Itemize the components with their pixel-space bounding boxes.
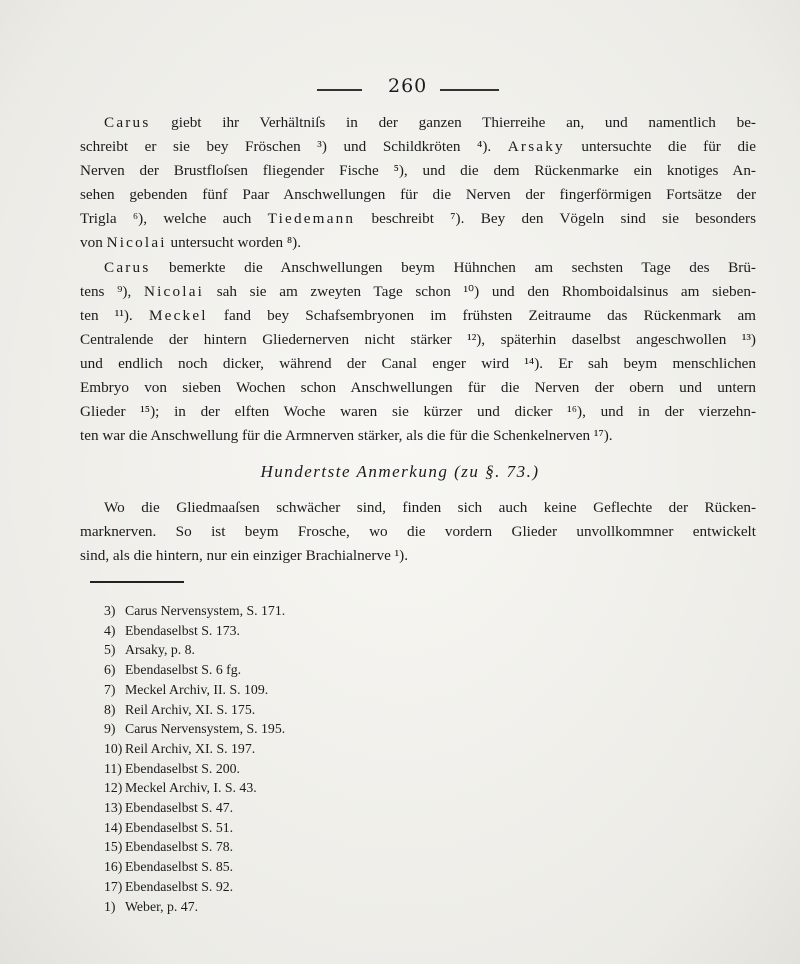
paragraph-1 bbox=[80, 111, 756, 255]
footnote-text: Ebendaselbst S. 200. bbox=[125, 760, 240, 776]
text-segment: Trigla ⁶), welche auch bbox=[80, 210, 268, 227]
text-segment: sah sie am zweyten Tage schon ¹⁰) und den Rhomboidalsinus am sieben- bbox=[204, 283, 756, 300]
footnote-item bbox=[104, 877, 285, 897]
text-segment: bemerkte die Anschwellungen beym Hühnchen am sechsten Tage des Brü- bbox=[150, 259, 756, 276]
text-segment: untersuchte die für die bbox=[564, 138, 756, 155]
footnote-item bbox=[104, 660, 285, 680]
text-segment: fand bey Schafsembryonen im frühsten Zeitraume das Rückenmark am bbox=[207, 307, 756, 324]
text-segment: schreibt er sie bey Fröschen ³) und Schildkröten ⁴). bbox=[80, 138, 492, 155]
footnote-number: 16) bbox=[104, 859, 123, 875]
footnote-number: 8) bbox=[104, 701, 116, 717]
footnote-separator bbox=[90, 581, 184, 583]
author-name: Meckel bbox=[148, 307, 208, 324]
footnote-number: 1) bbox=[104, 898, 116, 914]
footnote-item bbox=[104, 857, 285, 877]
text-line bbox=[80, 256, 756, 280]
footnote-text: Carus Nervensystem, S. 195. bbox=[125, 721, 286, 737]
footnote-item bbox=[104, 719, 285, 739]
footnote-item bbox=[104, 897, 285, 917]
text-segment: untersucht worden ⁸). bbox=[166, 234, 302, 251]
text-line: marknerven. So ist beym Frosche, wo die vordern Glieder unvollkommner entwickelt bbox=[80, 523, 756, 540]
text-line: Wo die Gliedmaaſsen schwächer sind, finden sich auch keine Geflechte der Rücken- bbox=[104, 499, 756, 516]
footnote-number: 15) bbox=[104, 839, 123, 855]
section-heading: Hundertste Anmerkung (zu §. 73.) bbox=[260, 462, 540, 481]
footnote-number: 5) bbox=[104, 642, 116, 658]
paragraph-2 bbox=[80, 256, 756, 448]
text-line bbox=[80, 280, 756, 304]
footnote-text: Ebendaselbst S. 173. bbox=[125, 622, 240, 638]
footnote-number: 3) bbox=[104, 603, 116, 618]
text-line: und endlich noch dicker, während der Canal enger wird ¹⁴). Er sah beym menschlichen bbox=[80, 355, 756, 372]
text-segment: giebt ihr Verhältniſs in der ganzen Thierreihe an, und namentlich be- bbox=[150, 114, 756, 131]
text-segment: von bbox=[80, 234, 107, 251]
footnote-text: Ebendaselbst S. 92. bbox=[125, 878, 234, 894]
footnote-item bbox=[104, 621, 285, 641]
footnote-number: 7) bbox=[104, 681, 116, 697]
text-line bbox=[80, 111, 756, 135]
header-rule-right bbox=[440, 89, 499, 91]
text-line: sehen gebenden fünf Paar Anschwellungen für die Nerven der fingerförmigen Fortsätze der bbox=[80, 186, 756, 203]
footnote-text: Carus Nervensystem, S. 171. bbox=[125, 603, 286, 618]
footnote-number: 14) bbox=[104, 819, 123, 835]
footnote-text: Arsaky, p. 8. bbox=[125, 642, 195, 658]
footnote-item bbox=[104, 837, 285, 857]
footnote-text: Meckel Archiv, II. S. 109. bbox=[125, 681, 269, 697]
author-name: Nicolai bbox=[106, 234, 167, 251]
text-line: Glieder ¹⁵); in der elften Woche waren sie kürzer und dicker ¹⁶), und in der vierzehn- bbox=[80, 403, 756, 420]
text-line: Centralende der hintern Gliedernerven nicht stärker ¹²), späterhin daselbst angeschwollen ¹³) bbox=[80, 331, 756, 348]
text-line bbox=[80, 231, 756, 255]
text-line: Nerven der Brustfloſsen fliegender Fische ⁵), und die dem Rückenmarke ein knotiges An- bbox=[80, 162, 756, 179]
footnote-item bbox=[104, 739, 285, 759]
author-name: Nicolai bbox=[143, 283, 205, 300]
author-name: Carus bbox=[104, 259, 151, 276]
footnote-item bbox=[104, 778, 285, 798]
text-segment: ten ¹¹). bbox=[80, 307, 149, 324]
author-name: Tiedemann bbox=[267, 210, 356, 227]
footnote-item bbox=[104, 818, 285, 838]
text-segment: beschreibt ⁷). Bey den Vögeln sind sie besonders bbox=[355, 210, 757, 227]
footnote-list bbox=[104, 601, 285, 916]
author-name: Arsaky bbox=[507, 138, 565, 155]
footnote-text: Weber, p. 47. bbox=[125, 898, 199, 914]
page-number: 260 bbox=[388, 75, 428, 97]
footnote-item bbox=[104, 700, 285, 720]
footnote-text: Reil Archiv, XI. S. 197. bbox=[125, 740, 256, 756]
footnote-item bbox=[104, 798, 285, 818]
footnote-text: Ebendaselbst S. 51. bbox=[125, 819, 234, 835]
text-line bbox=[80, 207, 756, 231]
text-line: Embryo von sieben Wochen schon Anschwellungen für die Nerven der obern und untern bbox=[80, 379, 756, 396]
footnote-text: Reil Archiv, XI. S. 175. bbox=[125, 701, 256, 717]
footnote-number: 13) bbox=[104, 800, 123, 816]
text-line: sind, als die hintern, nur ein einziger Brachialnerve ¹). bbox=[80, 547, 409, 564]
footnote-number: 11) bbox=[104, 760, 122, 776]
text-line: ten war die Anschwellung für die Armnerven stärker, als die für die Schenkelnerven ¹⁷). bbox=[80, 427, 613, 444]
footnote-number: 9) bbox=[104, 721, 116, 737]
text-line bbox=[80, 135, 756, 159]
footnote-item bbox=[104, 640, 285, 660]
footnote-text: Ebendaselbst S. 6 fg. bbox=[125, 662, 242, 678]
footnote-number: 17) bbox=[104, 878, 123, 894]
footnote-item bbox=[104, 601, 285, 621]
footnote-text: Meckel Archiv, I. S. 43. bbox=[125, 780, 257, 796]
footnote-text: Ebendaselbst S. 47. bbox=[125, 800, 234, 816]
text-segment: tens ⁹), bbox=[80, 283, 144, 300]
paragraph-3 bbox=[80, 496, 756, 568]
footnote-number: 6) bbox=[104, 662, 116, 678]
header-rule-left bbox=[317, 89, 362, 91]
text-line bbox=[80, 304, 756, 328]
author-name: Carus bbox=[104, 114, 151, 131]
footnote-item bbox=[104, 759, 285, 779]
footnote-number: 12) bbox=[104, 780, 123, 796]
footnote-number: 4) bbox=[104, 622, 116, 638]
footnote-text: Ebendaselbst S. 78. bbox=[125, 839, 234, 855]
footnote-number: 10) bbox=[104, 740, 123, 756]
footnote-item bbox=[104, 680, 285, 700]
footnote-text: Ebendaselbst S. 85. bbox=[125, 859, 234, 875]
